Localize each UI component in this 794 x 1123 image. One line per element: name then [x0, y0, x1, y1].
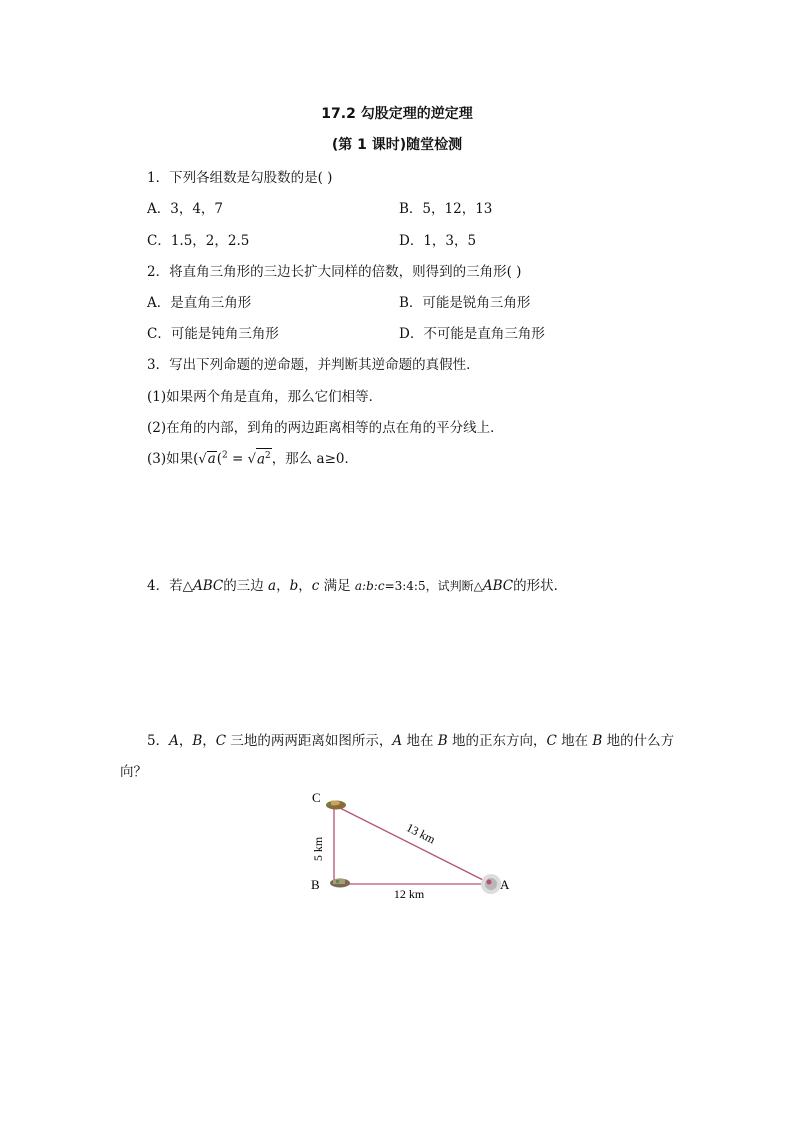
q1-option-c: C．1.5，2，2.5: [147, 233, 250, 249]
q4-text: [147, 574, 567, 594]
q5-place-b: B: [192, 733, 203, 749]
q4-part: ，: [298, 578, 312, 594]
sqrt-a: a: [207, 451, 216, 467]
q5-place-b: B: [437, 733, 448, 749]
town-c-image: [326, 801, 346, 810]
q1-option-a: A．3，4，7: [147, 201, 224, 217]
q3-item-2: (2)在角的内部，到角的两边距离相等的点在角的平分线上．: [147, 420, 504, 436]
q4-part: 4．若△: [147, 578, 193, 594]
q3-stem: 3．写出下列命题的逆命题，并判断其逆命题的真假性．: [147, 357, 480, 373]
town-a-image: [481, 874, 501, 894]
town-b-image: [330, 879, 350, 888]
q5-line-1: [147, 729, 674, 749]
q5-place-b: B: [592, 733, 603, 749]
q4-part: 的形状．: [513, 578, 568, 594]
q1-stem: 1．下列各组数是勾股数的是( ): [147, 170, 333, 186]
q5-place-a: A: [169, 733, 179, 749]
side-ca-label: 13 km: [404, 820, 438, 847]
vertex-c-label: C: [312, 790, 321, 805]
q4-part: 满足: [319, 578, 355, 594]
q3-item-1: (1)如果两个角是直角，那么它们相等．: [147, 389, 383, 405]
page-title: 17.2 勾股定理的逆定理: [321, 106, 473, 122]
vertex-b-label: B: [311, 877, 320, 892]
q5-place-c: C: [546, 733, 557, 749]
q2-stem: 2．将直角三角形的三边长扩大同样的倍数，则得到的三角形( ): [147, 264, 522, 280]
q1-option-b: B．5，12，13: [399, 201, 493, 217]
sqrt-a2-base: a: [256, 451, 266, 467]
q2-option-b: B．可能是锐角三角形: [399, 295, 531, 311]
q4-ratio: a:b:c: [354, 579, 385, 593]
vertex-a-label: A: [500, 877, 510, 892]
q5-line-2: 向？: [120, 764, 147, 780]
equals-sign: =: [227, 451, 248, 467]
side-ba-label: 12 km: [393, 887, 425, 901]
q3-item-3-suffix: ，那么 a≥0．: [271, 451, 359, 467]
page-subtitle: (第 1 课时)随堂检测: [331, 137, 463, 153]
q4-side-c: c: [311, 578, 320, 594]
q5-place-c: C: [215, 733, 227, 749]
q2-option-a: A．是直角三角形: [147, 295, 252, 311]
q5-part: 地的什么方: [602, 733, 675, 749]
q5-part: 5．: [147, 733, 170, 749]
q5-part: ，: [178, 733, 193, 749]
q1-option-d: D．1，3，5: [399, 233, 477, 249]
q5-place-a: A: [392, 733, 403, 749]
q2-option-c: C．可能是钝角三角形: [147, 326, 279, 342]
q4-part: =3:4:5，试判断△: [384, 579, 483, 593]
q2-option-d: D．不可能是直角三角形: [399, 326, 545, 342]
q4-side-b: b: [289, 578, 299, 594]
q4-triangle-name: ABC: [482, 578, 514, 594]
q5-part: 地在: [556, 733, 593, 749]
q3-item-3: (3)如果($√a(^2 = √a^2$，那么 a≥0．: [147, 447, 358, 467]
q4-part: 的三边: [223, 578, 269, 594]
exponent-2: 2: [222, 450, 228, 461]
q5-part: 三地的两两距离如图所示，: [226, 733, 393, 749]
q3-item-3-paren: (: [216, 451, 223, 467]
q5-part: ，: [202, 733, 216, 749]
q4-part: ，: [276, 578, 290, 594]
side-ca-line: [334, 805, 491, 884]
q5-part: 地的正东方向，: [447, 733, 547, 749]
side-bc-label: 5 km: [311, 836, 325, 862]
sqrt-a2-exponent: 2: [265, 450, 271, 461]
q4-triangle-name: ABC: [192, 578, 224, 594]
q5-part: 地在: [402, 733, 438, 749]
q3-item-3-prefix: (3)如果(: [147, 451, 199, 467]
q4-side-a: a: [268, 578, 277, 594]
triangle-figure: [300, 785, 530, 905]
sqrt-a-squared: [256, 448, 272, 467]
